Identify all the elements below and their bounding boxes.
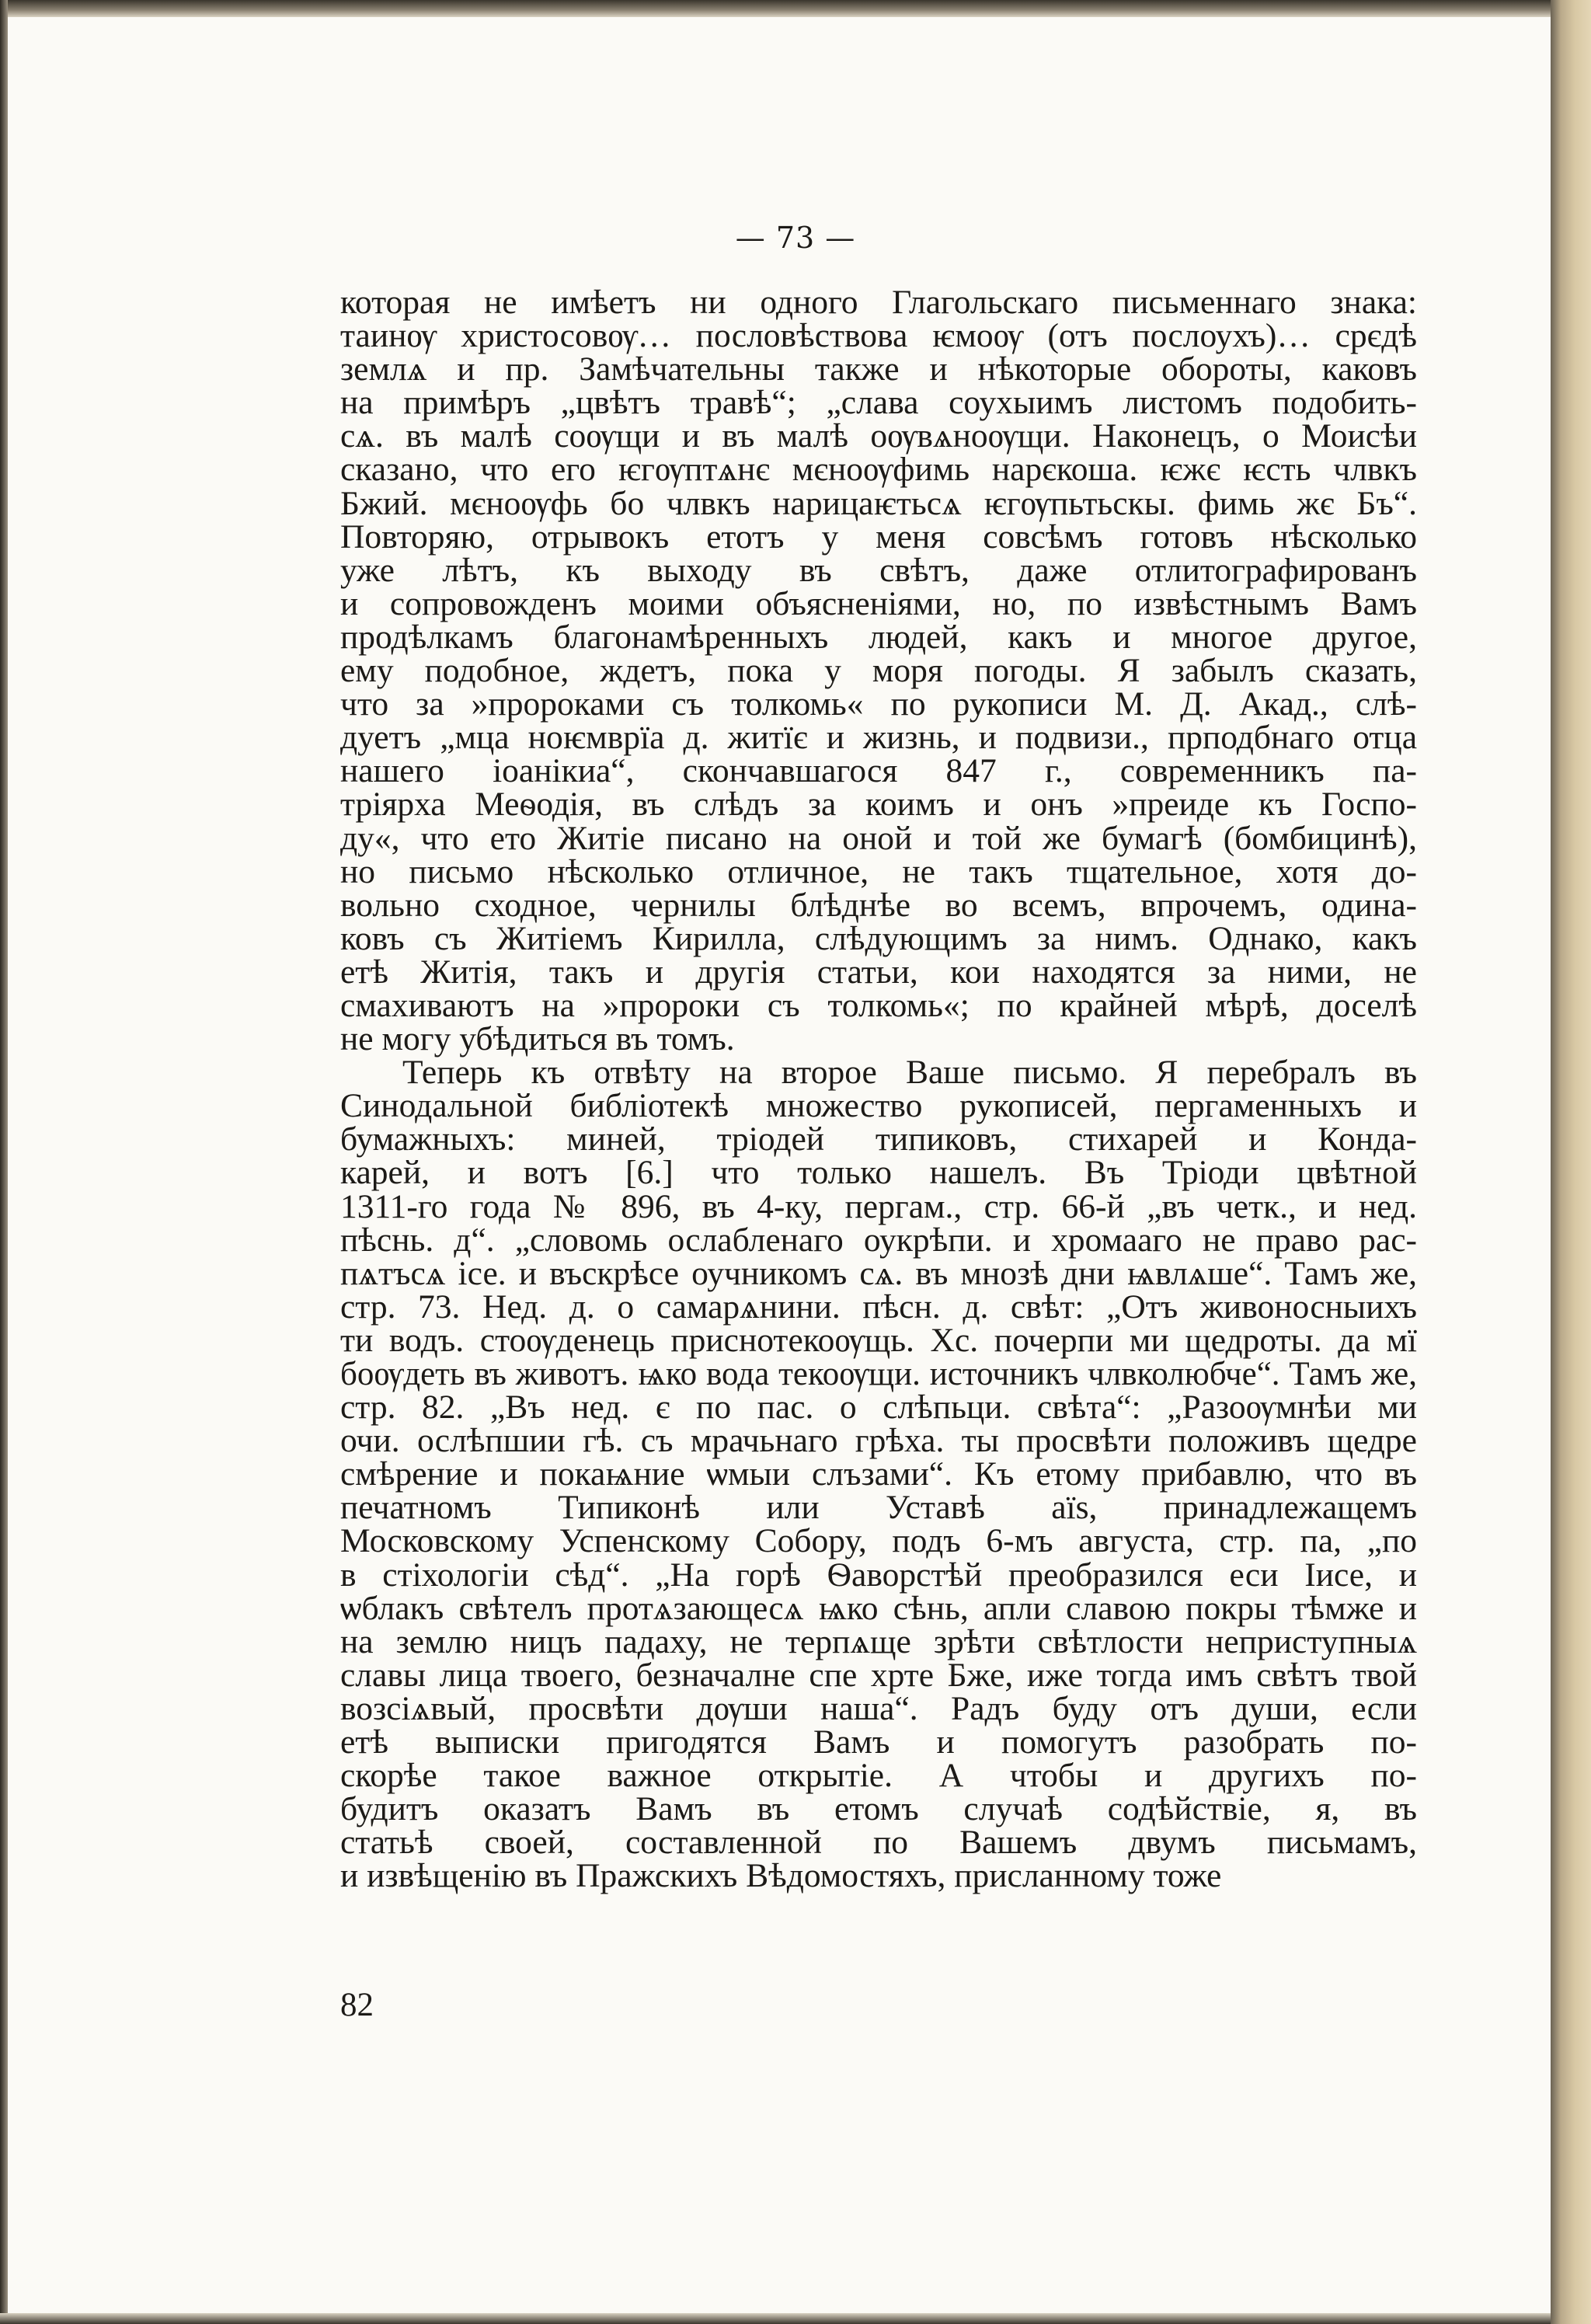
text-line: смахиваютъ на »пророки съ толкомь«; по крайней мѣрѣ, доселѣ	[340, 986, 1417, 1024]
text-line: тріярха Меѳодія, въ слѣдъ за коимъ и онъ »преиде къ Госпо-	[340, 786, 1417, 824]
text-line: бумажныхъ: миней, тріодей типиковъ, стихарей и Конда-	[340, 1120, 1417, 1159]
body-text	[340, 286, 1417, 1894]
text-line: смѣрение и покаѩние ѡмыи слъзами“. Къ етому прибавлю, что въ	[340, 1455, 1417, 1493]
text-line: дуетъ „мца ноѥмврїа д. житїє и жизнь, и подвизи., прподбнаго отца	[340, 719, 1417, 757]
text-line: скорѣе такое важное открытіе. А чтобы и другихъ по-	[340, 1757, 1417, 1795]
text-line: боѹдеть въ животъ. ѩко вода текоѹщи. источникъ члвколюбче“. Тамъ же,	[340, 1356, 1417, 1392]
text-line: печатномъ Типиконѣ или Уставѣ аїѕ, принадлежащемъ	[340, 1489, 1417, 1527]
scan-edge-top	[0, 0, 1561, 17]
text-line: ему подобное, ждетъ, пока у моря погоды. Я забылъ сказать,	[340, 652, 1417, 690]
text-line: которая не имѣетъ ни одного Глагольскаго письменнаго знака:	[340, 284, 1417, 321]
text-line: карей, и вотъ [6.] что только нашелъ. Въ Тріоди цвѣтной	[340, 1154, 1417, 1192]
text-line: не могу убѣдиться въ томъ.	[340, 1020, 735, 1058]
text-line: на примѣръ „цвѣтъ травѣ“; „слава соухыимъ листомъ подобить-	[340, 384, 1417, 422]
text-line: Теперь къ отвѣту на второе Ваше письмо. Я перебралъ въ	[402, 1054, 1417, 1092]
page-number: — 73 —	[735, 221, 856, 255]
footer-mark: 82	[340, 1987, 374, 2023]
text-line: уже лѣтъ, къ выходу въ свѣтъ, даже отлитографированъ	[340, 551, 1417, 589]
text-line: Повторяю, отрывокъ етотъ у меня совсѣмъ готовъ нѣсколько	[340, 517, 1417, 556]
text-line: таинѹ христосовѹ… пословѣствова ѥмоѹ (отъ послоухъ)… срєдѣ	[340, 317, 1417, 355]
text-line: сѧ. въ малѣ соѹщи и въ малѣ оѹвѧноѹщи. Наконецъ, о Моисѣи	[340, 417, 1417, 455]
text-line: в стіхологіи сѣд“. „На горѣ Ѳаворстѣй преобразился еси Іисе, и	[340, 1556, 1417, 1594]
text-line: землѧ и пр. Замѣчательны также и нѣкоторые обороты, каковъ	[340, 350, 1417, 388]
text-line: ти водъ. стоѹденець приснотекоѹщь. Хс. почерпи ми щедроты. да мї	[340, 1321, 1417, 1359]
text-line: и сопровожденъ моими объясненіями, но, по извѣстнымъ Вамъ	[340, 584, 1417, 622]
text-line: нашего іоанікиа“, скончавшагося 847 г., современникъ па-	[340, 752, 1417, 790]
text-line: на землю ницъ падаху, не терпѧще зрѣти свѣтлости неприступныѧ	[340, 1622, 1417, 1660]
text-line: ѡблакъ свѣтелъ протѧзающесѧ ѩко сѣнь, апли славою покры тѣмже и	[340, 1589, 1417, 1627]
text-line: 1311-го года № 896, въ 4-ку, пергам., стр. 66-й „въ четк., и нед.	[340, 1187, 1417, 1225]
text-line: возсіѧвый, просвѣти дѹши наша“. Радъ буду отъ души, если	[340, 1689, 1417, 1727]
text-line: что за »пророками съ толкомь« по рукописи М. Д. Акад., слѣ-	[340, 685, 1417, 723]
scan-edge-bottom	[0, 2313, 1561, 2324]
text-line: стр. 73. Нед. д. о самарѧнини. пѣсн. д. свѣт: „Отъ живоносныихъ	[340, 1287, 1417, 1326]
text-line: славы лица твоего, безначалне спе хрте Бже, иже тогда имъ свѣтъ твой	[340, 1656, 1417, 1694]
scan-edge-left	[0, 0, 8, 2324]
text-line: продѣлкамъ благонамѣренныхъ людей, какъ и многое другое,	[340, 618, 1417, 656]
text-line: сказано, что его ѥгѹптѧнє мєноѹфимь нарєкоша. ѥжє ѥсть члвкъ	[340, 451, 1417, 489]
text-line: и извѣщенію въ Пражскихъ Вѣдомостяхъ, присланному тоже	[340, 1857, 1222, 1895]
text-line: стр. 82. „Въ нед. є по пас. о слѣпьци. свѣта“: „Разоѹмнѣи ми	[340, 1388, 1417, 1427]
text-line: ду«, что ето Житіе писано на оной и той же бумагѣ (бомбицинѣ),	[340, 819, 1417, 857]
text-line: ковъ съ Житіемъ Кирилла, слѣдующимъ за нимъ. Однако, какъ	[340, 919, 1417, 957]
text-line: статьѣ своей, составленной по Вашемъ двумъ письмамъ,	[340, 1824, 1417, 1862]
text-line: будитъ оказатъ Вамъ въ етомъ случаѣ содѣйствіе, я, въ	[340, 1790, 1417, 1828]
text-line: етѣ выписки пригодятся Вамъ и помогутъ разобрать по-	[340, 1723, 1417, 1761]
scan-edge-right	[1551, 0, 1591, 2324]
text-line: пѣснь. д“. „словомь ослабленаго оукрѣпи. и хромааго не право рас-	[340, 1221, 1417, 1259]
text-line: Бжий. мєноѹфь бо члвкъ нарицаѥтьсѧ ѥгѹпьтьскы. фимь жє Бъ“.	[340, 484, 1417, 522]
text-line: но письмо нѣсколько отличное, не такъ тщательное, хотя до-	[340, 852, 1417, 890]
text-line: очи. ослѣпшии гѣ. съ мрачьнаго грѣха. ты просвѣти положивъ щедре	[340, 1422, 1417, 1460]
text-line: пѧтъсѧ ісе. и въскрѣсе оучникомъ сѧ. въ мнозѣ дни ѩвлѧше“. Тамъ же,	[340, 1254, 1417, 1292]
text-line: Синодальной библіотекѣ множество рукописей, пергаменныхъ и	[340, 1087, 1417, 1125]
text-line: Московскому Успенскому Собору, подъ 6-мъ августа, стр. па, „по	[340, 1522, 1417, 1560]
text-line: вольно сходное, чернилы блѣднѣе во всемъ, впрочемъ, одина-	[340, 886, 1417, 924]
text-line: етѣ Житія, такъ и другія статьи, кои находятся за ними, не	[340, 953, 1417, 991]
